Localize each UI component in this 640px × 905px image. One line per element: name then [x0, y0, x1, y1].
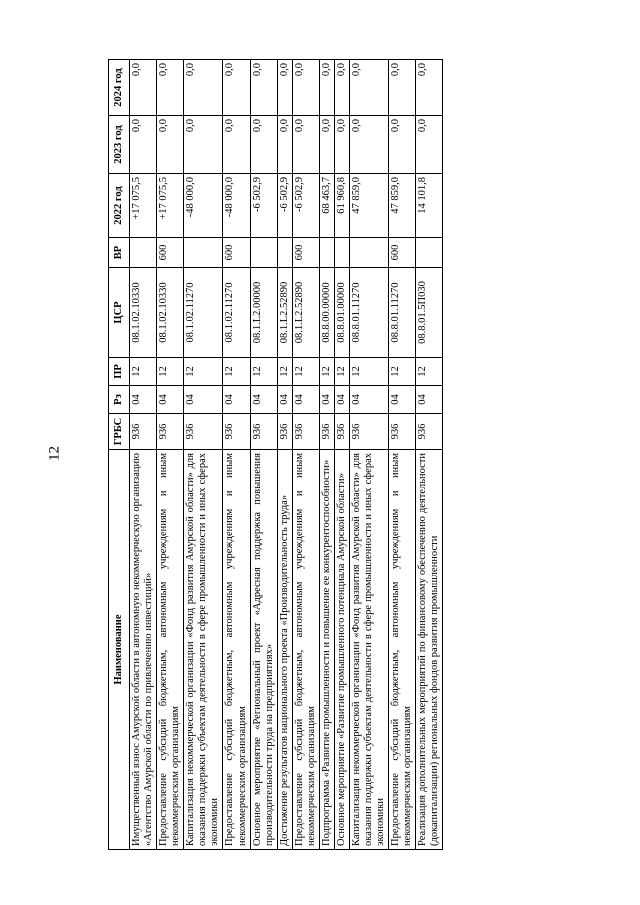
cell-csr: 08.8.01.11270 — [350, 268, 389, 358]
cell-rz: 04 — [184, 386, 223, 414]
cell-rz: 04 — [389, 386, 416, 414]
cell-y2022: +17 075,5 — [157, 174, 184, 238]
cell-y2022: 68 463,7 — [319, 174, 334, 238]
cell-y2023: 0,0 — [250, 116, 277, 174]
cell-name: Предоставление субсидий бюджетным, автономным учреждениям и иным некоммерческим организациям — [223, 450, 250, 850]
cell-grbs: 936 — [130, 414, 157, 450]
table-row — [292, 60, 319, 850]
cell-pr: 12 — [292, 358, 319, 386]
cell-y2022: -6 502,9 — [292, 174, 319, 238]
cell-csr: 08.1.L2.52890 — [292, 268, 319, 358]
header-pr: ПР — [109, 358, 130, 386]
cell-rz: 04 — [277, 386, 292, 414]
cell-vr: 600 — [389, 238, 416, 268]
header-vr: ВР — [109, 238, 130, 268]
cell-y2024: 0,0 — [389, 60, 416, 116]
cell-y2024: 0,0 — [334, 60, 349, 116]
cell-vr — [334, 238, 349, 268]
cell-y2023: 0,0 — [184, 116, 223, 174]
cell-y2022: 61 960,8 — [334, 174, 349, 238]
table-row — [277, 60, 292, 850]
cell-y2022: -6 502,9 — [277, 174, 292, 238]
cell-pr: 12 — [157, 358, 184, 386]
cell-y2023: 0,0 — [223, 116, 250, 174]
cell-csr: 08.8.01.00000 — [334, 268, 349, 358]
cell-grbs: 936 — [389, 414, 416, 450]
table-body — [130, 60, 443, 850]
cell-y2023: 0,0 — [292, 116, 319, 174]
cell-pr: 12 — [250, 358, 277, 386]
header-csr: ЦСР — [109, 268, 130, 358]
budget-table — [108, 59, 443, 850]
cell-vr — [350, 238, 389, 268]
cell-name: Имущественный взнос Амурской области в автономную некоммерческую организацию «Агентство Амурской области по привлечению инвестиций» — [130, 450, 157, 850]
cell-y2023: 0,0 — [319, 116, 334, 174]
budget-table-rotated — [108, 60, 548, 850]
cell-vr — [184, 238, 223, 268]
cell-csr: 08.8.01.5П030 — [416, 268, 443, 358]
cell-csr: 08.1.L2.00000 — [250, 268, 277, 358]
cell-name: Достижение результатов национального проекта «Производительность труда» — [277, 450, 292, 850]
cell-pr: 12 — [350, 358, 389, 386]
cell-name: Реализация дополнительных мероприятий по финансовому обеспечению деятельности (докапитализации) региональных фондов развития промышленности — [416, 450, 443, 850]
cell-pr: 12 — [184, 358, 223, 386]
cell-y2024: 0,0 — [184, 60, 223, 116]
cell-vr — [277, 238, 292, 268]
cell-grbs: 936 — [334, 414, 349, 450]
cell-rz: 04 — [223, 386, 250, 414]
table-row — [416, 60, 443, 850]
cell-grbs: 936 — [250, 414, 277, 450]
table-row — [319, 60, 334, 850]
cell-rz: 04 — [319, 386, 334, 414]
cell-y2023: 0,0 — [334, 116, 349, 174]
cell-name: Капитализация некоммерческой организации «Фонд развития Амурской области» для оказания поддержки субъектам деятельности в сфере промышленности и иных сферах экономики — [350, 450, 389, 850]
page-number: 12 — [46, 446, 63, 461]
cell-grbs: 936 — [350, 414, 389, 450]
cell-y2024: 0,0 — [277, 60, 292, 116]
cell-y2024: 0,0 — [250, 60, 277, 116]
cell-y2023: 0,0 — [157, 116, 184, 174]
cell-csr: 08.1.02.11270 — [184, 268, 223, 358]
cell-rz: 04 — [157, 386, 184, 414]
cell-grbs: 936 — [319, 414, 334, 450]
cell-rz: 04 — [250, 386, 277, 414]
cell-vr — [416, 238, 443, 268]
cell-name: Предоставление субсидий бюджетным, автономным учреждениям и иным некоммерческим организациям — [292, 450, 319, 850]
cell-y2023: 0,0 — [389, 116, 416, 174]
cell-y2024: 0,0 — [223, 60, 250, 116]
cell-y2023: 0,0 — [130, 116, 157, 174]
cell-y2022: -6 502,9 — [250, 174, 277, 238]
cell-y2024: 0,0 — [130, 60, 157, 116]
cell-csr: 08.1.02.10330 — [130, 268, 157, 358]
header-2024: 2024 год — [109, 60, 130, 116]
cell-y2022: 47 859,0 — [350, 174, 389, 238]
cell-y2024: 0,0 — [350, 60, 389, 116]
header-2023: 2023 год — [109, 116, 130, 174]
cell-grbs: 936 — [292, 414, 319, 450]
cell-y2022: 14 101,8 — [416, 174, 443, 238]
cell-pr: 12 — [416, 358, 443, 386]
cell-y2024: 0,0 — [292, 60, 319, 116]
cell-y2024: 0,0 — [319, 60, 334, 116]
cell-vr: 600 — [157, 238, 184, 268]
cell-rz: 04 — [130, 386, 157, 414]
header-grbs: ГРБС — [109, 414, 130, 450]
cell-name: Подпрограмма «Развитие промышленности и повышение ее конкурентоспособности» — [319, 450, 334, 850]
table-row — [250, 60, 277, 850]
cell-csr: 08.8.00.00000 — [319, 268, 334, 358]
cell-grbs: 936 — [277, 414, 292, 450]
cell-csr: 08.1.L2.52890 — [277, 268, 292, 358]
cell-rz: 04 — [416, 386, 443, 414]
cell-csr: 08.8.01.11270 — [389, 268, 416, 358]
header-rz: Рз — [109, 386, 130, 414]
header-name: Наименование — [109, 450, 130, 850]
cell-y2022: 47 859,0 — [389, 174, 416, 238]
cell-vr — [250, 238, 277, 268]
cell-y2022: -48 000,0 — [223, 174, 250, 238]
table-row — [389, 60, 416, 850]
cell-name: Основное мероприятие «Региональный проект «Адресная поддержка повышения производительности труда на предприятиях» — [250, 450, 277, 850]
table-row — [350, 60, 389, 850]
cell-vr — [130, 238, 157, 268]
cell-pr: 12 — [130, 358, 157, 386]
cell-name: Предоставление субсидий бюджетным, автономным учреждениям и иным некоммерческим организациям — [389, 450, 416, 850]
cell-csr: 08.1.02.11270 — [223, 268, 250, 358]
cell-y2023: 0,0 — [416, 116, 443, 174]
cell-rz: 04 — [334, 386, 349, 414]
cell-pr: 12 — [334, 358, 349, 386]
cell-grbs: 936 — [223, 414, 250, 450]
cell-vr — [319, 238, 334, 268]
cell-csr: 08.1.02.10330 — [157, 268, 184, 358]
cell-pr: 12 — [277, 358, 292, 386]
cell-vr: 600 — [292, 238, 319, 268]
cell-y2022: +17 075,5 — [130, 174, 157, 238]
cell-pr: 12 — [223, 358, 250, 386]
cell-name: Основное мероприятие «Развитие промышленного потенциала Амурской области» — [334, 450, 349, 850]
cell-grbs: 936 — [157, 414, 184, 450]
table-row — [223, 60, 250, 850]
cell-grbs: 936 — [184, 414, 223, 450]
cell-pr: 12 — [319, 358, 334, 386]
cell-grbs: 936 — [416, 414, 443, 450]
cell-y2024: 0,0 — [157, 60, 184, 116]
cell-pr: 12 — [389, 358, 416, 386]
cell-rz: 04 — [350, 386, 389, 414]
table-header-row — [109, 60, 130, 850]
cell-y2024: 0,0 — [416, 60, 443, 116]
table-row — [334, 60, 349, 850]
cell-name: Предоставление субсидий бюджетным, автономным учреждениям и иным некоммерческим организациям — [157, 450, 184, 850]
cell-y2023: 0,0 — [277, 116, 292, 174]
table-row — [157, 60, 184, 850]
table-row — [130, 60, 157, 850]
cell-y2023: 0,0 — [350, 116, 389, 174]
cell-name: Капитализация некоммерческой организации «Фонд развития Амурской области» для оказания поддержки субъектам деятельности в сфере промышленности и иных сферах экономики — [184, 450, 223, 850]
cell-y2022: -48 000,0 — [184, 174, 223, 238]
cell-vr: 600 — [223, 238, 250, 268]
cell-rz: 04 — [292, 386, 319, 414]
header-2022: 2022 год — [109, 174, 130, 238]
table-row — [184, 60, 223, 850]
